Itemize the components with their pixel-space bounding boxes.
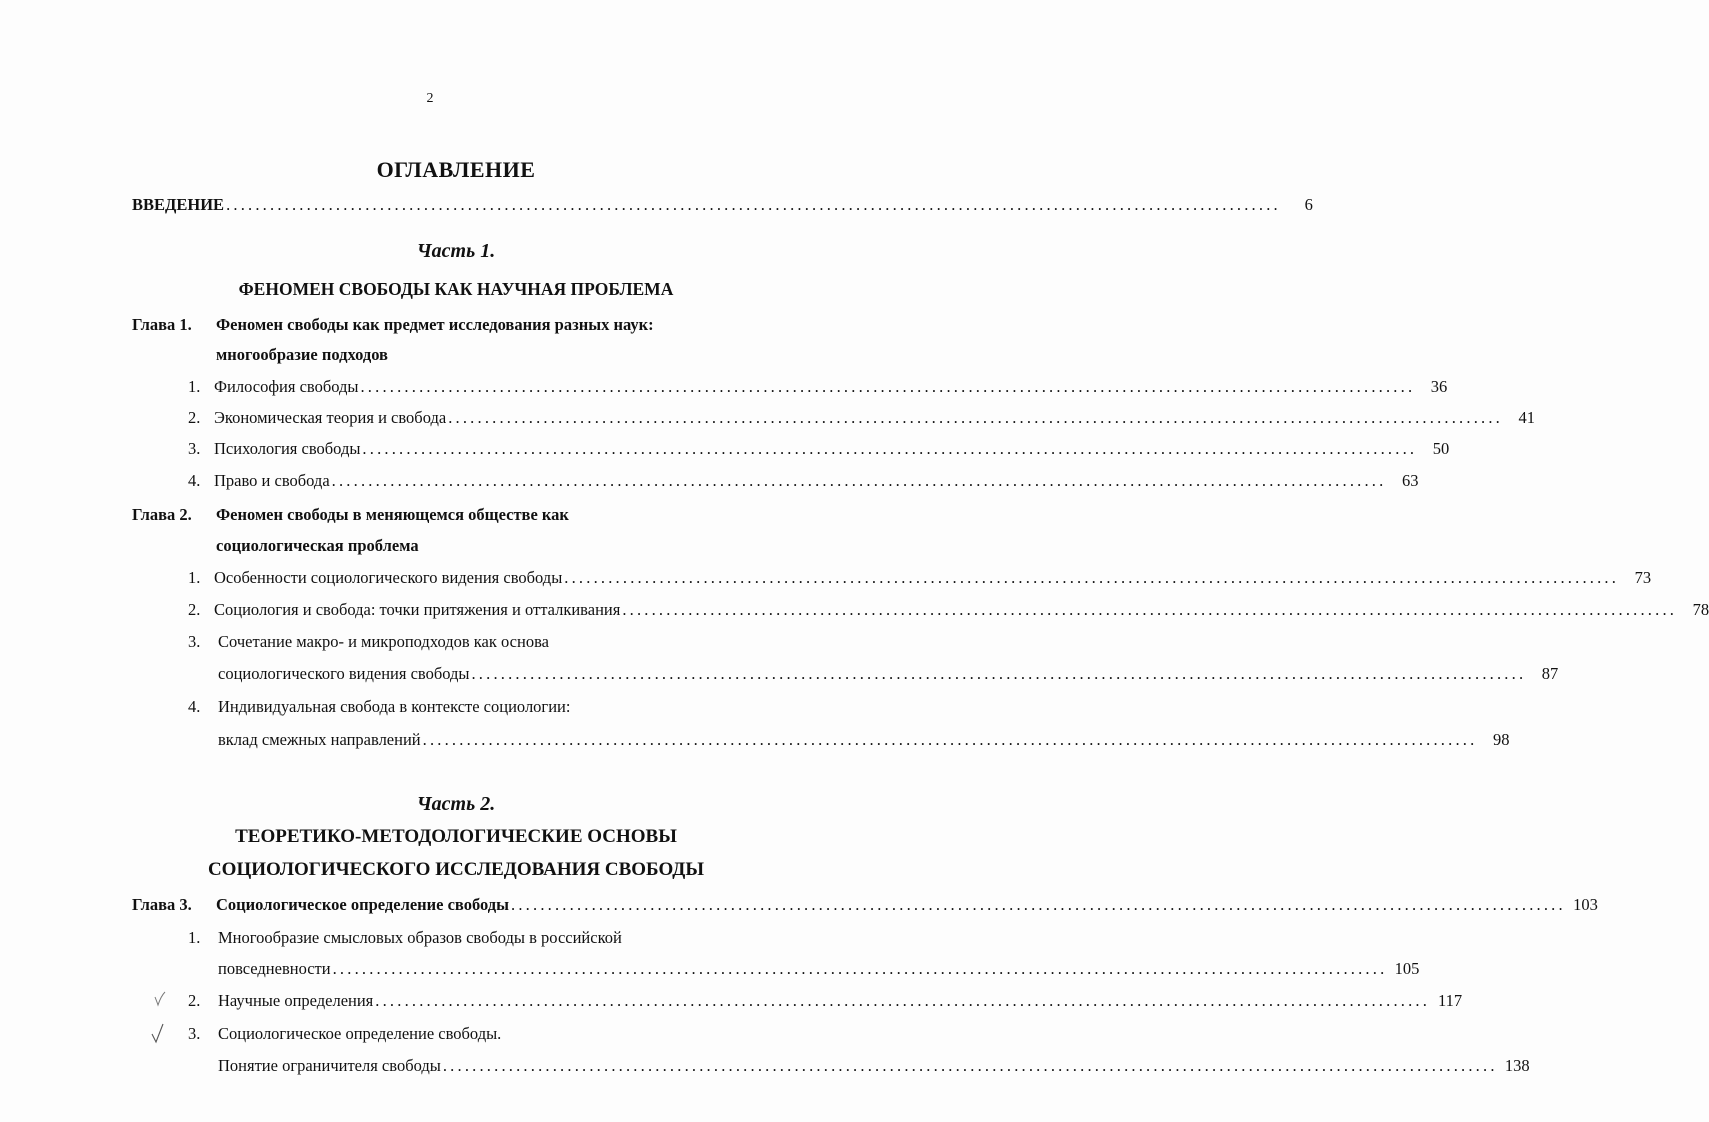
entry-text-line1[interactable]: Индивидуальная свобода в контексте социологии: <box>218 697 571 716</box>
entry-page: 105 <box>1394 959 1420 978</box>
item-number: 1. <box>188 568 201 587</box>
entry-page: 138 <box>1504 1056 1530 1075</box>
entry-page: 103 <box>1573 895 1598 914</box>
toc-entry[interactable] <box>214 600 1709 620</box>
toc-entry[interactable] <box>218 664 1559 684</box>
toc-entry[interactable] <box>214 471 1419 491</box>
toc-entry[interactable] <box>218 1056 1530 1076</box>
chapter-1-title-line1[interactable]: Феномен свободы как предмет исследования разных наук: <box>216 315 654 334</box>
entry-page: 50 <box>1432 439 1450 458</box>
entry-text: Философия свободы <box>214 377 359 396</box>
item-number: 1. <box>188 928 201 947</box>
entry-text: Научные определения <box>218 991 374 1010</box>
entry-page: 87 <box>1541 664 1559 683</box>
handwritten-check-icon <box>153 990 167 1008</box>
toc-entry[interactable] <box>214 439 1450 459</box>
leader-dots: ................................................................................................................................................ <box>362 439 1418 458</box>
chapter-2-label: Глава 2. <box>132 505 192 524</box>
toc-entry[interactable] <box>218 991 1463 1011</box>
entry-page: 41 <box>1518 408 1536 427</box>
part-2-heading-line1: ТЕОРЕТИКО-МЕТОДОЛОГИЧЕСКИЕ ОСНОВЫ <box>235 826 677 847</box>
leader-dots: ................................................................................................................................................ <box>375 991 1431 1010</box>
chapter-2-title-line2[interactable]: социологическая проблема <box>216 536 419 555</box>
chapter-1-title-line2[interactable]: многообразие подходов <box>216 345 388 364</box>
entry-text-line1[interactable]: Социологическое определение свободы. <box>218 1024 502 1043</box>
handwritten-check-icon <box>150 1022 166 1044</box>
part-2-label: Часть 2. <box>416 793 496 815</box>
entry-text: Социологическое определение свободы <box>216 895 510 914</box>
entry-text: Особенности социологического видения свободы <box>214 568 563 587</box>
entry-page: 73 <box>1634 568 1652 587</box>
leader-dots: ................................................................................................................................................ <box>511 895 1566 914</box>
item-number: 3. <box>188 439 201 458</box>
toc-entry[interactable] <box>218 730 1510 750</box>
toc-entry-intro[interactable] <box>132 195 1313 215</box>
part-1-label: Часть 1. <box>416 240 496 262</box>
toc-entry-chapter-3[interactable] <box>216 895 1598 915</box>
chapter-1-label: Глава 1. <box>132 315 192 334</box>
entry-page: 63 <box>1401 471 1419 490</box>
toc-entry[interactable] <box>214 568 1652 588</box>
chapter-2-title-line1[interactable]: Феномен свободы в меняющемся обществе как <box>216 505 569 524</box>
page-number: 2 <box>426 91 434 106</box>
leader-dots: ................................................................................................................................................ <box>622 600 1678 619</box>
entry-text: повседневности <box>218 959 331 978</box>
leader-dots: ................................................................................................................................................ <box>442 1056 1498 1075</box>
leader-dots: ................................................................................................................................................ <box>422 730 1478 749</box>
entry-page: 36 <box>1430 377 1448 396</box>
entry-text-line1[interactable]: Многообразие смысловых образов свободы в российской <box>218 928 622 947</box>
leader-dots: ................................................................................................................................................ <box>360 377 1416 396</box>
entry-page: 6 <box>1304 195 1313 214</box>
item-number: 2. <box>188 408 201 427</box>
item-number: 2. <box>188 991 201 1010</box>
toc-entry[interactable] <box>218 959 1420 979</box>
item-number: 1. <box>188 377 201 396</box>
leader-dots: ................................................................................................................................................ <box>448 408 1504 427</box>
leader-dots: ................................................................................................................................................ <box>226 195 1281 214</box>
leader-dots: ................................................................................................................................................ <box>332 959 1388 978</box>
toc-entry[interactable] <box>214 377 1448 397</box>
part-2-heading-line2: СОЦИОЛОГИЧЕСКОГО ИССЛЕДОВАНИЯ СВОБОДЫ <box>207 859 705 880</box>
entry-page: 78 <box>1692 600 1709 619</box>
entry-page: 117 <box>1437 991 1463 1010</box>
leader-dots: ................................................................................................................................................ <box>564 568 1620 587</box>
item-number: 3. <box>188 1024 201 1043</box>
toc-entry[interactable] <box>214 408 1536 428</box>
toc-title: ОГЛАВЛЕНИЕ <box>376 157 536 182</box>
entry-text: вклад смежных направлений <box>218 730 421 749</box>
entry-text: социологического видения свободы <box>218 664 470 683</box>
item-number: 4. <box>188 471 201 490</box>
entry-label: ВВЕДЕНИЕ <box>132 195 225 214</box>
chapter-3-label: Глава 3. <box>132 895 192 914</box>
entry-text: Экономическая теория и свобода <box>214 408 447 427</box>
leader-dots: ................................................................................................................................................ <box>331 471 1387 490</box>
entry-page: 98 <box>1492 730 1510 749</box>
entry-text: Понятие ограничителя свободы <box>218 1056 441 1075</box>
item-number: 4. <box>188 697 201 716</box>
entry-text-line1[interactable]: Сочетание макро- и микроподходов как основа <box>218 632 549 651</box>
entry-text: Психология свободы <box>214 439 361 458</box>
leader-dots: ................................................................................................................................................ <box>471 664 1527 683</box>
item-number: 3. <box>188 632 201 651</box>
part-1-heading: ФЕНОМЕН СВОБОДЫ КАК НАУЧНАЯ ПРОБЛЕМА <box>238 279 674 299</box>
entry-text: Право и свобода <box>214 471 330 490</box>
entry-text: Социология и свобода: точки притяжения и отталкивания <box>214 600 621 619</box>
item-number: 2. <box>188 600 201 619</box>
